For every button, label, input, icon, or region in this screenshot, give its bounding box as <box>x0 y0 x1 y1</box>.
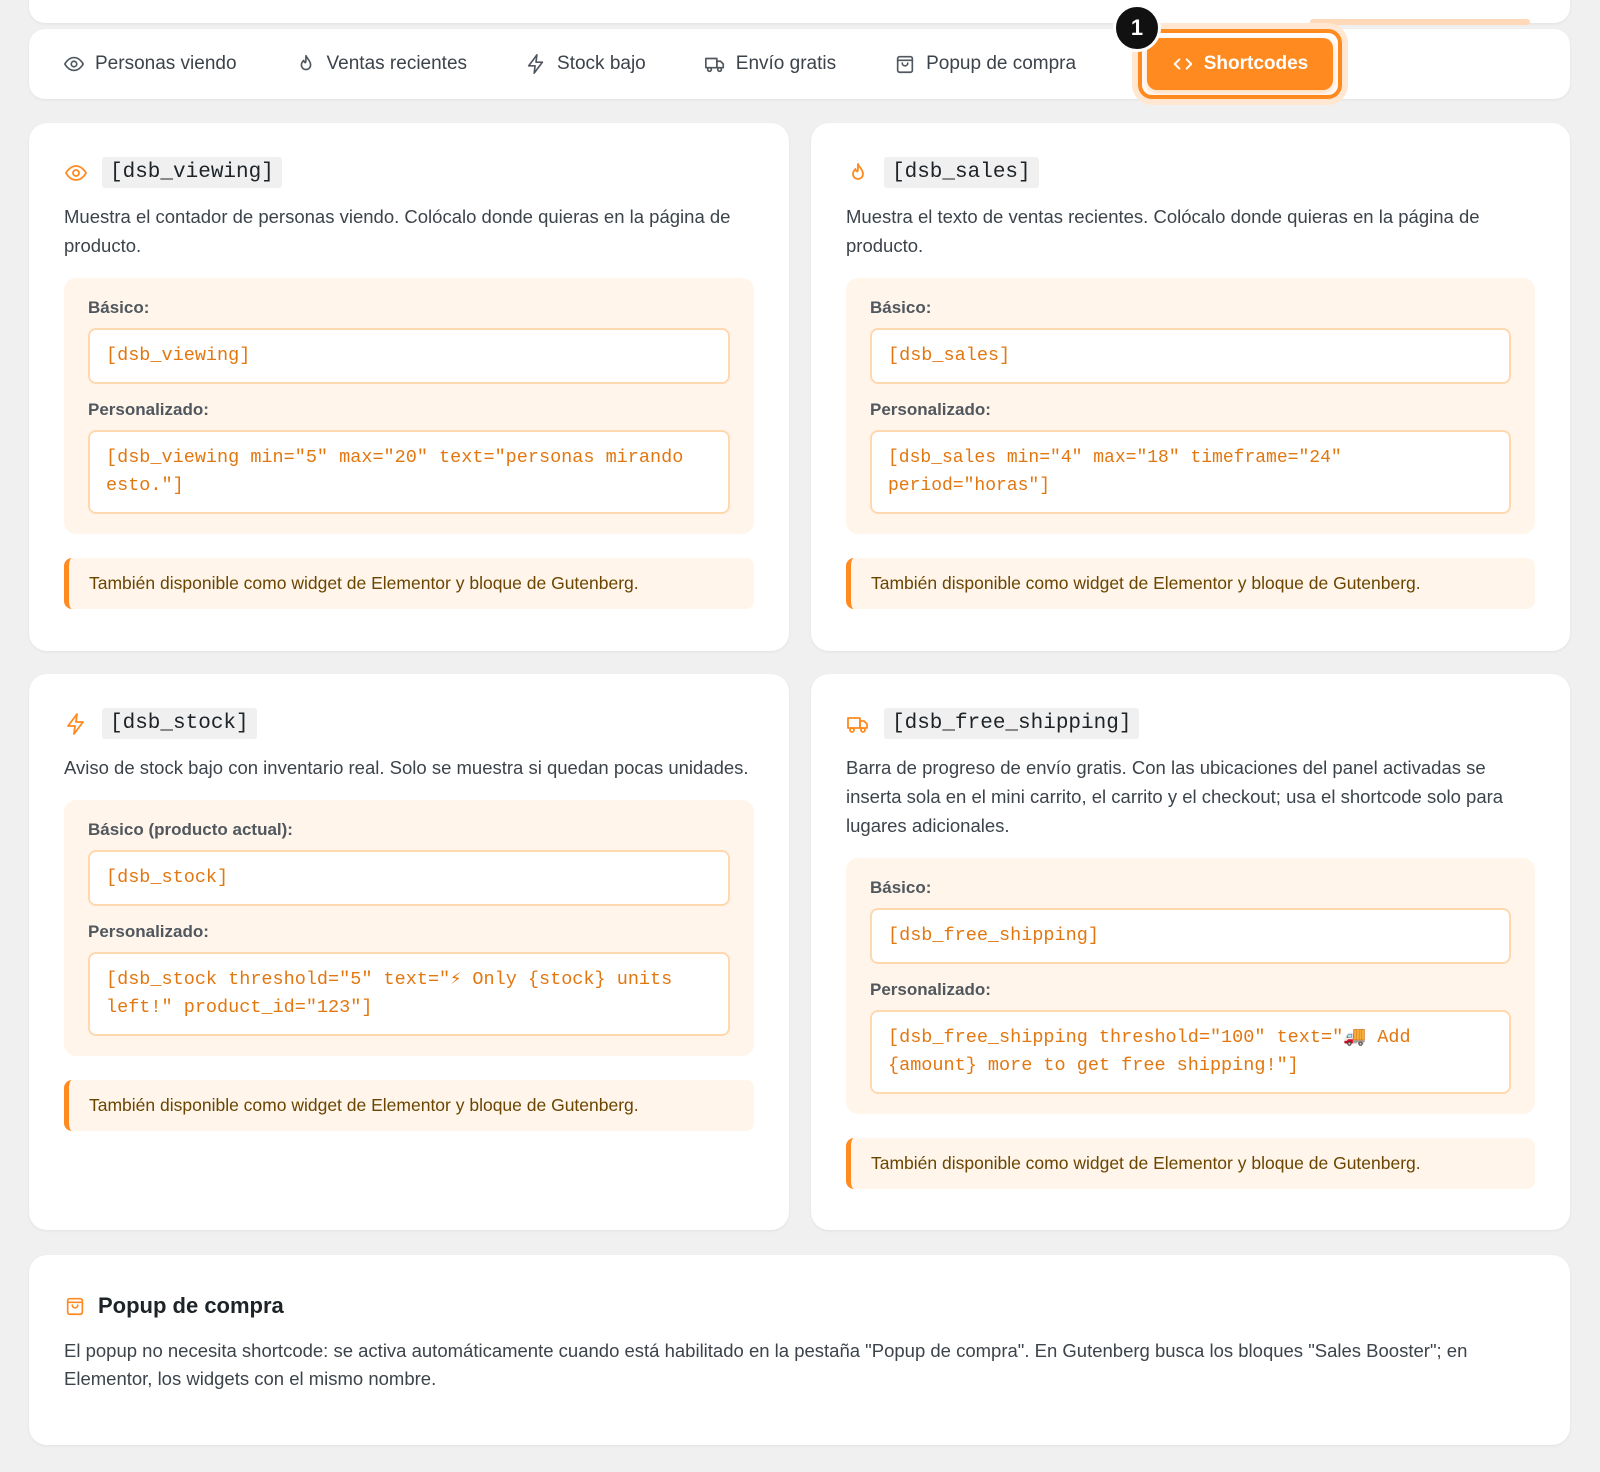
tab-stock-bajo[interactable] <box>525 53 646 75</box>
popup-info-card <box>29 1255 1570 1445</box>
custom-shortcode-field[interactable]: [dsb_viewing min="5" max="20" text="personas mirando esto."] <box>88 430 730 514</box>
custom-label: Personalizado: <box>870 400 991 419</box>
basic-label: Básico: <box>870 878 932 897</box>
basic-shortcode-field[interactable]: [dsb_sales] <box>870 328 1511 384</box>
accent-bar <box>1310 19 1530 25</box>
truck-icon <box>704 53 726 75</box>
bag-icon <box>64 1295 86 1317</box>
tab-popup-de-compra[interactable] <box>894 53 1076 75</box>
flame-icon <box>846 161 870 185</box>
basic-shortcode-field[interactable]: [dsb_viewing] <box>88 328 730 384</box>
tab-label: Envío gratis <box>735 53 837 74</box>
card-header <box>846 157 1535 188</box>
card-header <box>64 708 754 739</box>
custom-label: Personalizado: <box>88 400 209 419</box>
card-description: Muestra el texto de ventas recientes. Colócalo donde quieras en la página de producto. <box>846 206 1480 256</box>
custom-label: Personalizado: <box>88 922 209 941</box>
code-examples <box>846 278 1535 534</box>
eye-icon <box>64 161 88 185</box>
code-examples <box>64 278 754 534</box>
tab-label: Ventas recientes <box>326 53 468 74</box>
basic-label: Básico: <box>870 298 932 317</box>
card-description: Muestra el contador de personas viendo. Colócalo donde quieras en la página de producto. <box>64 206 731 256</box>
basic-label: Básico: <box>88 298 150 317</box>
tab-label: Popup de compra <box>926 53 1077 74</box>
availability-note: También disponible como widget de Elementor y bloque de Gutenberg. <box>64 558 754 609</box>
tab-shortcodes-highlight <box>1138 29 1342 99</box>
card-dsb-free-shipping <box>811 674 1570 1230</box>
shortcode-title: [dsb_free_shipping] <box>884 708 1139 739</box>
lightning-icon <box>525 53 547 75</box>
card-header <box>64 157 754 188</box>
tab-label: Stock bajo <box>557 53 646 74</box>
custom-label: Personalizado: <box>870 980 991 999</box>
tab-label: Shortcodes <box>1203 53 1309 74</box>
custom-shortcode-field[interactable]: [dsb_sales min="4" max="18" timeframe="24" period="horas"] <box>870 430 1511 514</box>
availability-note: También disponible como widget de Elementor y bloque de Gutenberg. <box>64 1080 754 1131</box>
basic-shortcode-field[interactable]: [dsb_stock] <box>88 850 730 906</box>
shortcode-title: [dsb_viewing] <box>102 157 282 188</box>
shortcode-title: [dsb_sales] <box>884 157 1039 188</box>
card-description: Aviso de stock bajo con inventario real. Solo se muestra si quedan pocas unidades. <box>64 757 749 778</box>
info-text: El popup no necesita shortcode: se activa automáticamente cuando está habilitado en la pestaña "Popup de compra". En Gutenberg busca los bloques "Sales Booster"; en Elementor, los widgets con el mismo nombre. <box>64 1340 1468 1389</box>
custom-shortcode-field[interactable]: [dsb_free_shipping threshold="100" text="🚚 Add {amount} more to get free shipping!"] <box>870 1010 1511 1094</box>
shortcode-title: [dsb_stock] <box>102 708 257 739</box>
eye-icon <box>63 53 85 75</box>
lightning-icon <box>64 712 88 736</box>
card-description: Barra de progreso de envío gratis. Con las ubicaciones del panel activadas se inserta sola en el mini carrito, el carrito y el checkout; usa el shortcode solo para lugares adicionales. <box>846 757 1504 836</box>
card-dsb-viewing <box>29 123 789 651</box>
code-examples <box>64 800 754 1056</box>
tab-ventas-recientes[interactable] <box>295 53 467 75</box>
tab-shortcodes[interactable] <box>1147 38 1333 90</box>
previous-panel-edge <box>29 0 1570 23</box>
code-examples <box>846 858 1535 1114</box>
availability-note: También disponible como widget de Elementor y bloque de Gutenberg. <box>846 558 1535 609</box>
tab-envio-gratis[interactable] <box>704 53 836 75</box>
tab-label: Personas viendo <box>95 53 237 74</box>
card-dsb-stock <box>29 674 789 1230</box>
card-dsb-sales <box>811 123 1570 651</box>
step-marker: 1 <box>1113 4 1161 52</box>
card-header <box>846 708 1535 739</box>
info-title: Popup de compra <box>98 1293 284 1318</box>
flame-icon <box>295 53 317 75</box>
basic-label: Básico (producto actual): <box>88 820 293 839</box>
bag-icon <box>894 53 916 75</box>
availability-note: También disponible como widget de Elementor y bloque de Gutenberg. <box>846 1138 1535 1189</box>
code-icon <box>1172 53 1194 75</box>
custom-shortcode-field[interactable]: [dsb_stock threshold="5" text="⚡ Only {stock} units left!" product_id="123"] <box>88 952 730 1036</box>
info-header <box>64 1293 1535 1319</box>
truck-icon <box>846 712 870 736</box>
basic-shortcode-field[interactable]: [dsb_free_shipping] <box>870 908 1511 964</box>
tab-personas-viendo[interactable] <box>63 53 237 75</box>
